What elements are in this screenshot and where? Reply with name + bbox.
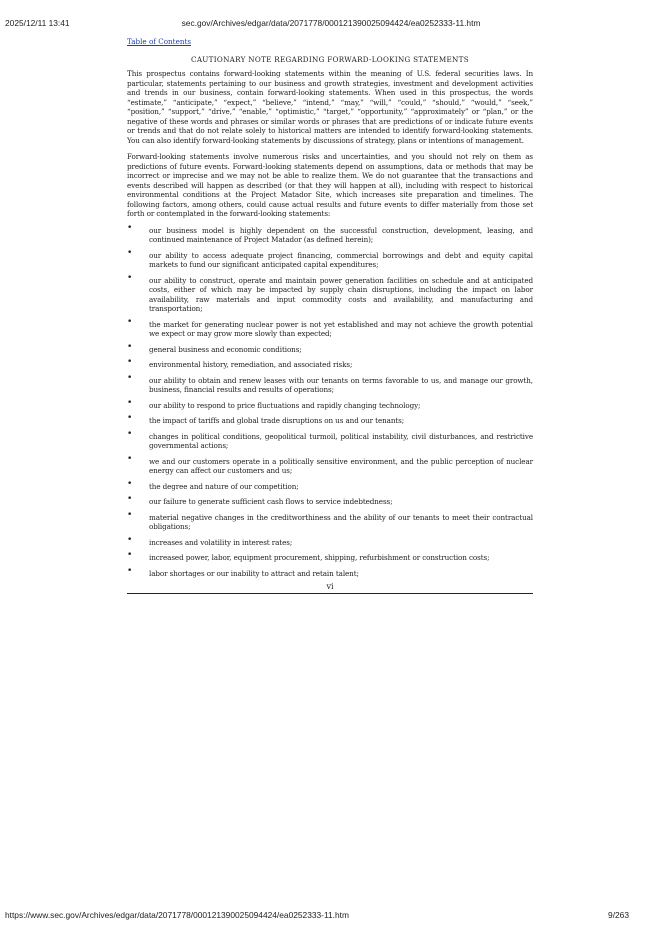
risk-factor-text: environmental history, remediation, and associated risks; — [149, 360, 353, 370]
risk-factor-text: the market for generating nuclear power is not yet established and may not achieve the growth potential we expect or may grow more slowly than expected; — [149, 319, 533, 339]
risk-factor-text: the degree and nature of our competition; — [149, 481, 299, 491]
bullet-icon: • — [127, 565, 133, 576]
bullet-icon: • — [127, 341, 133, 352]
risk-paragraph: Forward-looking statements involve numerous risks and uncertainties, and you should not rely on them as predictions of future events. Forward-looking statements depend on assumptions, data or methods that may be incorrect or imprecise and we may not be able to realize them. We do not guarantee that the transactions and events described will happen as described (or that they will happen at all), including with respect to historical environmental conditions at the Project Matador Site, which increases site preparation and timelines. The following factors, among others, could cause actual results and future events to differ materially from those set forth or contemplated in the forward-looking statements: — [127, 152, 533, 219]
risk-factor-text: general business and economic conditions; — [149, 344, 302, 354]
risk-factor-item — [127, 565, 533, 579]
print-header — [0, 18, 662, 30]
risk-factor-item — [127, 428, 533, 451]
risk-factor-text: the impact of tariffs and global trade disruptions on us and our tenants; — [149, 416, 405, 426]
risk-factor-text: changes in political conditions, geopolitical turmoil, political instability, civil disturbances, and restrictive governmental actions; — [149, 431, 533, 451]
risk-factor-text: increases and volatility in interest rates; — [149, 537, 293, 547]
risk-factor-item — [127, 247, 533, 270]
risk-factor-item — [127, 372, 533, 395]
bullet-icon: • — [127, 534, 133, 545]
bullet-icon: • — [127, 372, 133, 383]
print-page-url: sec.gov/Archives/edgar/data/2071778/000121390025094424/ea0252333-11.htm — [181, 18, 481, 28]
table-of-contents-link[interactable]: Table of Contents — [127, 37, 192, 46]
bullet-icon: • — [127, 247, 133, 258]
risk-factor-item — [127, 357, 533, 370]
risk-factor-text: our ability to respond to price fluctuations and rapidly changing technology; — [149, 400, 421, 410]
bullet-icon: • — [127, 494, 133, 505]
risk-factor-item — [127, 478, 533, 492]
bullet-icon: • — [127, 316, 133, 327]
risk-factor-text: our ability to construct, operate and maintain power generation facilities on schedule and at anticipated costs, either of which may be impacted by supply chain disruptions, including the impact on labor availability, raw materials and input commodity costs and availability, and manufacturing and transportation; — [149, 275, 533, 314]
risk-factor-item — [127, 222, 533, 245]
risk-factor-text: our ability to access adequate project financing, commercial borrowings and debt and equity capital markets to fund our significant anticipated capital expenditures; — [149, 250, 533, 270]
risk-factor-text: labor shortages or our inability to attract and retain talent; — [149, 568, 359, 578]
risk-factor-text: increased power, labor, equipment procurement, shipping, refurbishment or construction costs; — [149, 553, 490, 563]
risk-factor-item — [127, 509, 533, 532]
risk-factor-item — [127, 341, 533, 355]
bullet-icon: • — [127, 428, 133, 439]
page-divider — [127, 593, 533, 594]
bullet-icon: • — [127, 413, 133, 424]
risk-factor-item — [127, 550, 533, 563]
risk-factor-text: we and our customers operate in a politically sensitive environment, and the public perception of nuclear energy can affect our customers and us; — [149, 456, 533, 476]
risk-factor-text: our business model is highly dependent on the successful construction, development, leasing, and continued maintenance of Project Matador (as defined herein); — [149, 225, 533, 245]
document-body — [127, 37, 533, 594]
risk-factor-text: our ability to obtain and renew leases with our tenants on terms favorable to us, and manage our growth, business, financial results and results of operations; — [149, 375, 533, 395]
bullet-icon: • — [127, 453, 133, 464]
print-footer — [0, 910, 662, 922]
risk-factor-list — [127, 222, 533, 579]
print-footer-url: https://www.sec.gov/Archives/edgar/data/2071778/000121390025094424/ea0252333-11.htm — [5, 910, 349, 920]
bullet-icon: • — [127, 222, 133, 233]
bullet-icon: • — [127, 397, 133, 408]
page-number: vi — [326, 582, 334, 592]
bullet-icon: • — [127, 357, 133, 368]
risk-factor-item — [127, 494, 533, 507]
risk-factor-item — [127, 397, 533, 411]
risk-factor-item — [127, 272, 533, 314]
section-title: CAUTIONARY NOTE REGARDING FORWARD-LOOKING STATEMENTS — [191, 55, 469, 64]
risk-factor-text: our failure to generate sufficient cash flows to service indebtedness; — [149, 497, 393, 507]
risk-factor-item — [127, 534, 533, 548]
risk-factor-text: material negative changes in the creditworthiness and the ability of our tenants to meet their contractual obligations; — [149, 512, 533, 532]
risk-factor-item — [127, 316, 533, 339]
bullet-icon: • — [127, 272, 133, 283]
bullet-icon: • — [127, 550, 133, 561]
intro-paragraph: This prospectus contains forward-looking statements within the meaning of U.S. federal securities laws. In particular, statements pertaining to our business and growth strategies, investment and development activities and trends in our business, contain forward-looking statements. When used in this prospectus, the words “estimate,” “anticipate,” “expect,” “believe,” “intend,” “may,” “will,” “could,” “should,” “would,” “seek,” “position,” “support,” “drive,” “enable,” “optimistic,” “target,” “opportunity,” “approximately” or “plan,” or the negative of these words and phrases or similar words or phrases that are predictions of or indicate future events or trends and that do not relate solely to historical matters are intended to identify forward-looking statements. You can also identify forward-looking statements by discussions of strategy, plans or intentions of management. — [127, 69, 533, 145]
bullet-icon: • — [127, 478, 133, 489]
print-timestamp: 2025/12/11 13:41 — [5, 18, 70, 28]
risk-factor-item — [127, 453, 533, 476]
bullet-icon: • — [127, 509, 133, 520]
risk-factor-item — [127, 413, 533, 426]
print-page-count: 9/263 — [608, 910, 629, 920]
